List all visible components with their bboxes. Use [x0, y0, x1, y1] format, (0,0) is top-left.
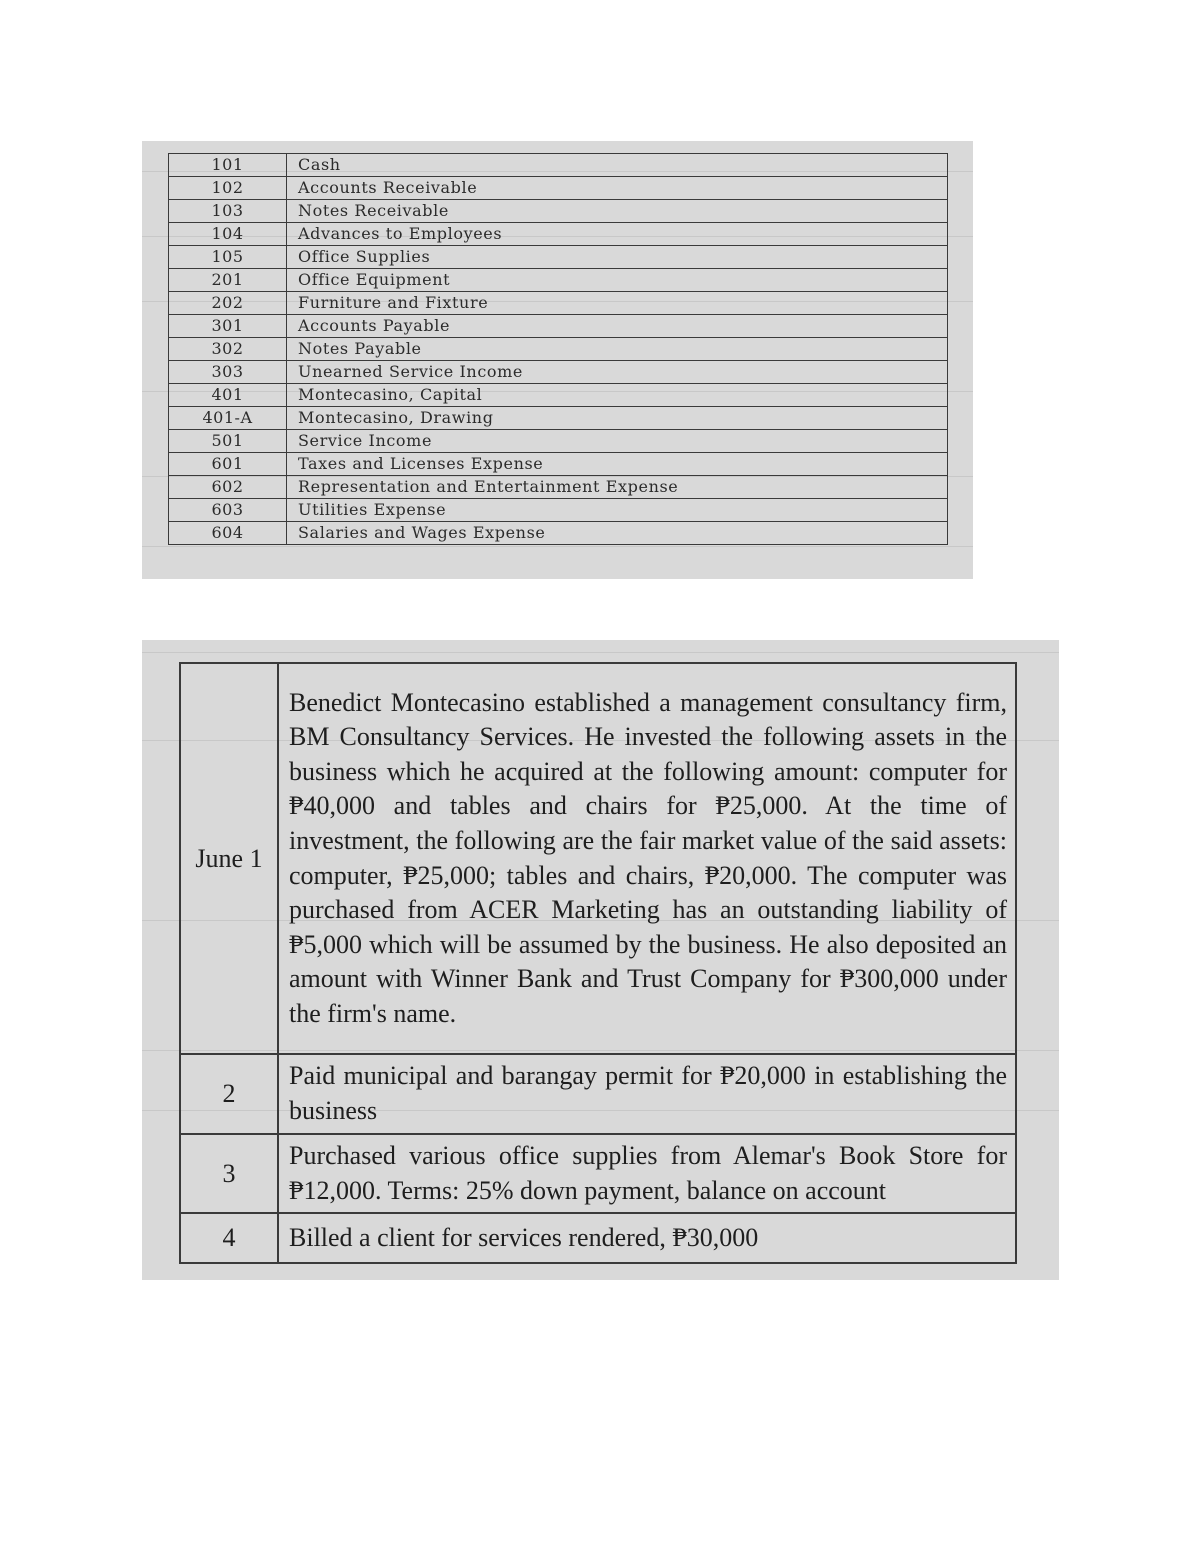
table-row	[169, 200, 948, 223]
table-row	[169, 453, 948, 476]
transaction-description: Benedict Montecasino established a management consultancy firm, BM Consultancy Services. He invested the following assets in the business which he acquired at the following amount: computer for ₱40,000 and tables and chairs for ₱25,000. At the time of investment, the following are the fair market value of the said assets: computer, ₱25,000; tables and chairs, ₱20,000. The computer was purchased from ACER Marketing has an outstanding liability of ₱5,000 which will be assumed by the business. He also deposited an amount with Winner Bank and Trust Company for ₱300,000 under the firm's name.	[278, 663, 1016, 1054]
table-row	[169, 315, 948, 338]
account-code: 401-A	[169, 407, 287, 430]
account-title: Salaries and Wages Expense	[287, 522, 948, 545]
account-title: Cash	[287, 154, 948, 177]
account-title: Utilities Expense	[287, 499, 948, 522]
account-code: 101	[169, 154, 287, 177]
table-row	[169, 154, 948, 177]
account-code: 105	[169, 246, 287, 269]
table-row	[169, 430, 948, 453]
account-title: Accounts Receivable	[287, 177, 948, 200]
account-code: 104	[169, 223, 287, 246]
table-row	[169, 361, 948, 384]
account-code: 302	[169, 338, 287, 361]
table-row	[169, 292, 948, 315]
transactions-scan	[142, 640, 1059, 1280]
account-title: Taxes and Licenses Expense	[287, 453, 948, 476]
table-row	[169, 338, 948, 361]
transactions-table	[179, 662, 1017, 1264]
table-row	[169, 499, 948, 522]
account-code: 604	[169, 522, 287, 545]
transaction-description: Paid municipal and barangay permit for ₱20,000 in establishing the business	[278, 1054, 1016, 1134]
account-code: 303	[169, 361, 287, 384]
chart-of-accounts-table	[168, 153, 948, 545]
table-row	[169, 177, 948, 200]
account-title: Service Income	[287, 430, 948, 453]
account-title: Office Equipment	[287, 269, 948, 292]
transaction-date: 2	[180, 1054, 278, 1134]
account-title: Furniture and Fixture	[287, 292, 948, 315]
chart-of-accounts-scan	[142, 141, 973, 579]
account-code: 501	[169, 430, 287, 453]
account-code: 102	[169, 177, 287, 200]
account-code: 301	[169, 315, 287, 338]
account-code: 401	[169, 384, 287, 407]
table-row	[180, 1054, 1016, 1134]
account-title: Montecasino, Drawing	[287, 407, 948, 430]
table-row	[169, 246, 948, 269]
account-code: 603	[169, 499, 287, 522]
table-row	[180, 1134, 1016, 1213]
transaction-description: Billed a client for services rendered, ₱30,000	[278, 1213, 1016, 1263]
account-code: 601	[169, 453, 287, 476]
account-code: 202	[169, 292, 287, 315]
account-title: Montecasino, Capital	[287, 384, 948, 407]
transaction-description: Purchased various office supplies from Alemar's Book Store for ₱12,000. Terms: 25% down payment, balance on account	[278, 1134, 1016, 1213]
table-row	[169, 384, 948, 407]
account-code: 201	[169, 269, 287, 292]
account-code: 103	[169, 200, 287, 223]
table-row	[180, 1213, 1016, 1263]
transaction-date: 4	[180, 1213, 278, 1263]
table-row	[169, 269, 948, 292]
account-code: 602	[169, 476, 287, 499]
table-row	[169, 407, 948, 430]
account-title: Accounts Payable	[287, 315, 948, 338]
account-title: Advances to Employees	[287, 223, 948, 246]
table-row	[180, 663, 1016, 1054]
account-title: Representation and Entertainment Expense	[287, 476, 948, 499]
table-row	[169, 476, 948, 499]
transaction-date: 3	[180, 1134, 278, 1213]
account-title: Notes Payable	[287, 338, 948, 361]
table-row	[169, 522, 948, 545]
account-title: Unearned Service Income	[287, 361, 948, 384]
account-title: Notes Receivable	[287, 200, 948, 223]
table-row	[169, 223, 948, 246]
transaction-date: June 1	[180, 663, 278, 1054]
account-title: Office Supplies	[287, 246, 948, 269]
